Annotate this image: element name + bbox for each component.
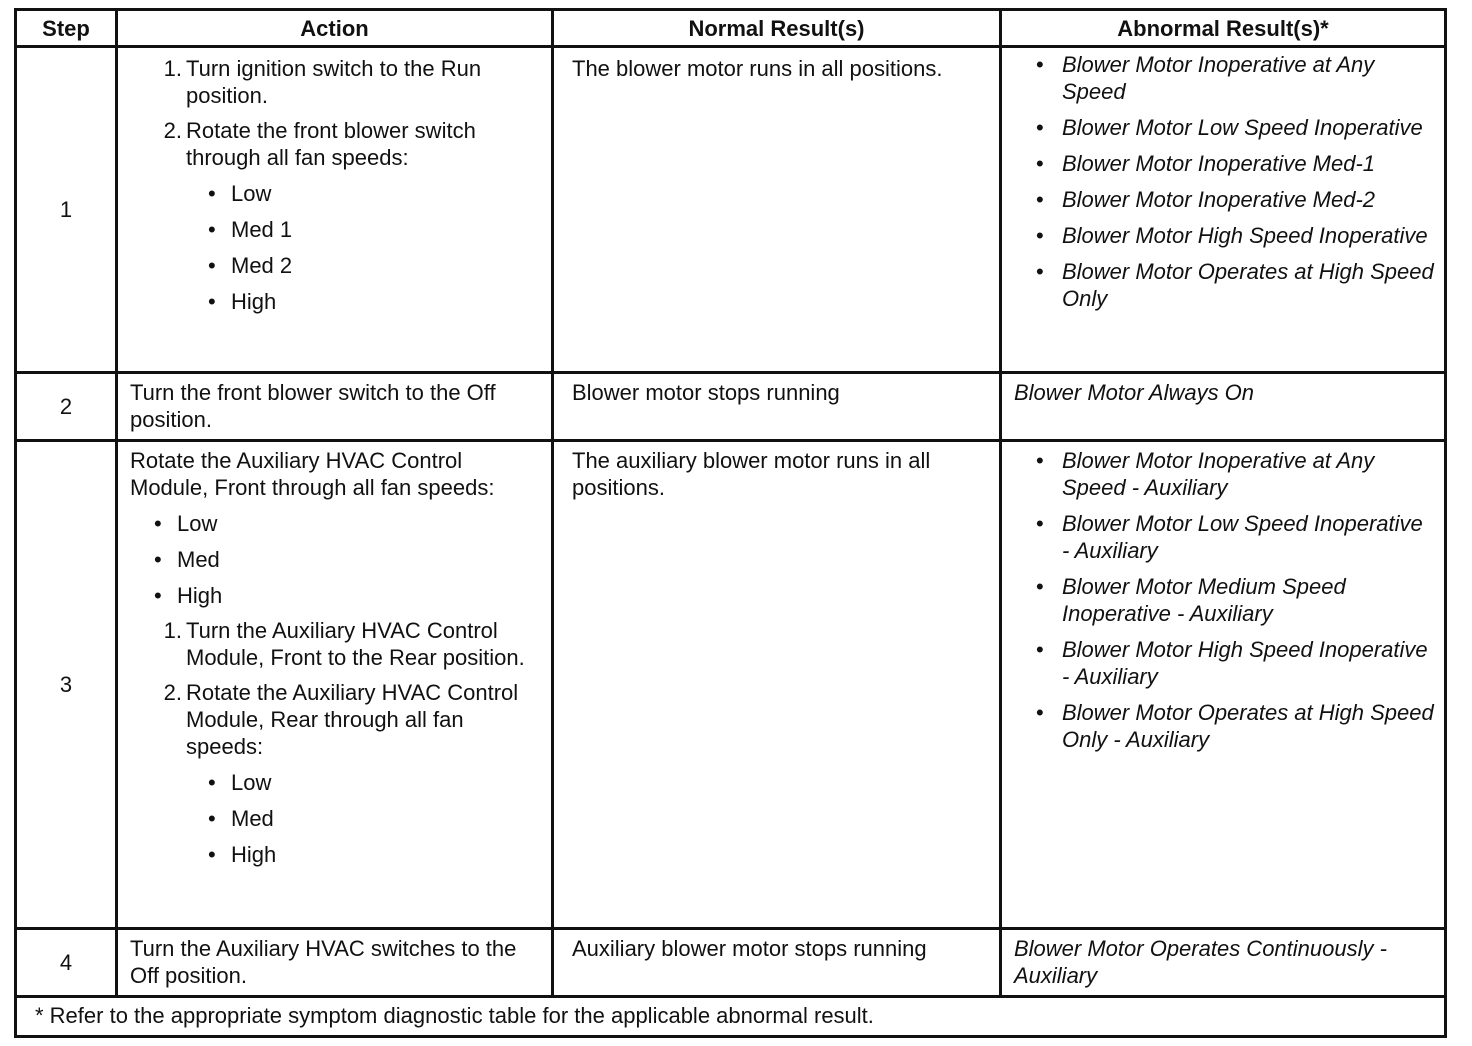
action-cell [117,47,553,373]
list-item: 2. Rotate the front blower switch through all fan speeds: • Low • Med 1 • Med 2 • High [152,117,541,315]
step-number: 3 [16,441,117,929]
abnormal-results-list [1014,447,1436,753]
list-item: • Blower Motor High Speed Inoperative [1036,223,1428,248]
step-number: 2 [16,373,117,441]
action-cell: Turn the Auxiliary HVAC switches to the Off position. [117,929,553,997]
action-intro: Rotate the Auxiliary HVAC Control Module, Front through all fan speeds: [130,448,495,500]
bullet-icon: • [1036,511,1044,536]
list-item: • High [208,289,277,314]
list-item: • Low [208,181,272,206]
list-item: • Low [154,511,218,536]
bullet-icon: • [208,181,216,206]
list-item: 1. Turn the Auxiliary HVAC Control Module, Front to the Rear position. [163,618,525,670]
list-item: • High [154,583,223,608]
normal-result-cell: The auxiliary blower motor runs in all positions. [553,441,1001,929]
list-item: • High [208,842,277,867]
bullet-icon: • [1036,700,1044,725]
list-item: • Blower Motor Inoperative Med-2 [1036,187,1376,212]
table-row [16,373,1446,441]
list-item: • Blower Motor Inoperative at Any Speed - Auxiliary [1036,448,1375,500]
abnormal-result-cell: Blower Motor Operates Continuously - Auxiliary [1001,929,1446,997]
diagnostic-table [14,8,1447,1038]
list-item: 1. Turn ignition switch to the Run position. [163,56,482,108]
header-abnormal-results: Abnormal Result(s)* [1001,10,1446,47]
list-item: 2. Rotate the Auxiliary HVAC Control Module, Rear through all fan speeds: • Low • Med • High [152,679,541,868]
bullet-icon: • [1036,187,1044,212]
bullet-icon: • [208,842,216,867]
list-item: • Blower Motor Low Speed Inoperative [1036,115,1423,140]
list-item: • Med 2 [208,253,293,278]
action-steps-list [130,617,541,868]
action-cell: Turn the front blower switch to the Off position. [117,373,553,441]
bullet-icon: • [208,217,216,242]
bullet-icon: • [154,583,162,608]
bullet-icon: • [1036,223,1044,248]
list-item: • Blower Motor High Speed Inoperative - Auxiliary [1036,637,1428,689]
header-step: Step [16,10,117,47]
abnormal-results-list [1014,51,1436,312]
fan-speed-list [186,180,541,315]
list-item: • Med [208,806,274,831]
normal-result-cell: The blower motor runs in all positions. [553,47,1001,373]
bullet-icon: • [1036,259,1044,284]
bullet-icon: • [208,770,216,795]
bullet-icon: • [1036,115,1044,140]
bullet-icon: • [1036,52,1044,77]
list-item: • Low [208,770,272,795]
bullet-icon: • [1036,637,1044,662]
header-action: Action [117,10,553,47]
action-cell [117,441,553,929]
bullet-icon: • [1036,151,1044,176]
list-item: • Med [154,547,220,572]
table-row [16,47,1446,373]
header-normal-results: Normal Result(s) [553,10,1001,47]
action-steps-list [130,55,541,315]
list-item: • Blower Motor Inoperative Med-1 [1036,151,1376,176]
bullet-icon: • [154,547,162,572]
bullet-icon: • [208,253,216,278]
step-number: 1 [16,47,117,373]
list-item: • Blower Motor Operates at High Speed Only [1036,259,1434,311]
normal-result-cell: Blower motor stops running [553,373,1001,441]
bullet-icon: • [1036,574,1044,599]
list-item: • Blower Motor Low Speed Inoperative - Auxiliary [1036,511,1423,563]
list-item: • Blower Motor Inoperative at Any Speed [1036,52,1375,104]
list-item: • Blower Motor Medium Speed Inoperative - Auxiliary [1036,574,1346,626]
bullet-icon: • [208,289,216,314]
table-row [16,441,1446,929]
step-number: 4 [16,929,117,997]
bullet-icon: • [154,511,162,536]
footnote-cell [16,997,1446,1037]
abnormal-result-cell: Blower Motor Always On [1001,373,1446,441]
rear-fan-speed-list [186,769,541,868]
front-fan-speed-list [130,510,541,609]
footnote: * Refer to the appropriate symptom diagnostic table for the applicable abnormal result. [35,1003,874,1028]
bullet-icon: • [1036,448,1044,473]
normal-result-cell: Auxiliary blower motor stops running [553,929,1001,997]
bullet-icon: • [208,806,216,831]
list-item: • Med 1 [208,217,293,242]
table-header-row [16,10,1446,47]
list-item: • Blower Motor Operates at High Speed Only - Auxiliary [1036,700,1434,752]
table-row [16,929,1446,997]
abnormal-result-cell [1001,441,1446,929]
footnote-row [16,997,1446,1037]
abnormal-result-cell [1001,47,1446,373]
